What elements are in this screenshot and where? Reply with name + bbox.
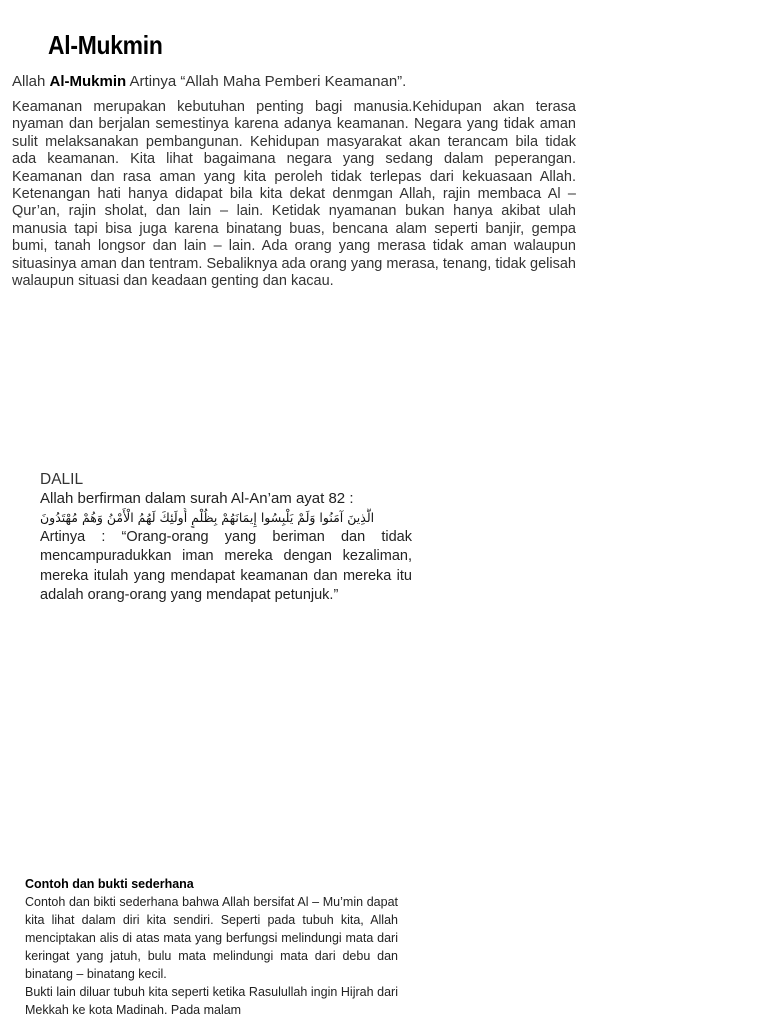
verse-translation: Artinya : “Orang-orang yang beriman dan tidak mencampuradukkan iman mereka dengan kezaliman, mereka itulah yang mendapat keamanan dan mereka itu adalah orang-orang yang mendapat petunjuk.” [40,529,412,604]
subtitle-name: Al-Mukmin [49,73,127,90]
subtitle [12,72,752,92]
page-title: Al-Mukmin [48,30,163,60]
dalil-intro: Allah berfirman dalam surah Al-An’am ayat 82 : [40,490,354,507]
intro-paragraph: Keamanan merupakan kebutuhan penting bagi manusia.Kehidupan akan terasa nyaman dan berjalan semestinya karena adanya keamanan. Negara yang tidak aman sulit melaksanakan pembangunan. Kehidupan masyarakat akan terancam bila tidak ada keamanan. Kita lihat bagaimana negara yang sedang dalam peperangan. Keamanan dan rasa aman yang kita peroleh tidak terlepas dari kekuasaan Allah. Ketenangan hati hanya didapat bila kita dekat denmgan Allah, rajin membaca Al – Qur’an, rajin sholat, dan lain – lain. Ketidak nyamanan bukan hanya akibat ulah manusia tapi bisa juga karena binatang buas, bencana alam seperti banjir, gempa bumi, tanah longsor dan lain – lain. Ada orang yang merasa tidak aman walaupun situasinya aman dan tentram. Sebaliknya ada orang yang merasa, tenang, tidak gelisah walaupun situasi dan keadaan genting dan kacau. [12,99,576,290]
contoh-section [25,876,398,1019]
contoh-paragraph-2: Bukti lain diluar tubuh kita seperti ketika Rasulullah ingin Hijrah dari Mekkah ke kota Madinah. Pada malam [25,985,398,1017]
subtitle-prefix: Allah [12,73,50,90]
contoh-paragraph-1: Contoh dan bikti sederhana bahwa Allah bersifat Al – Mu’min dapat kita lihat dalam diri kita sendiri. Seperti pada tubuh kita, Allah menciptakan alis di atas mata yang berfungsi melindungi mata dari keringat yang jatuh, bulu mata melindungi mata dari debu dan binatang – binatang kecil. [25,895,398,981]
contoh-heading: Contoh dan bukti sederhana [25,877,194,891]
dalil-heading: DALIL [40,471,84,488]
subtitle-suffix: Artinya “Allah Maha Pemberi Keamanan”. [126,73,407,90]
dalil-section [40,470,412,606]
arabic-verse: الَّذِينَ آمَنُوا وَلَمْ يَلْبِسُوا إِيمَانَهُمْ بِظُلْمٍ أُولَئِكَ لَهُمُ الْأَمْنُ وَهُمْ مُهْتَدُونَ [40,510,375,525]
